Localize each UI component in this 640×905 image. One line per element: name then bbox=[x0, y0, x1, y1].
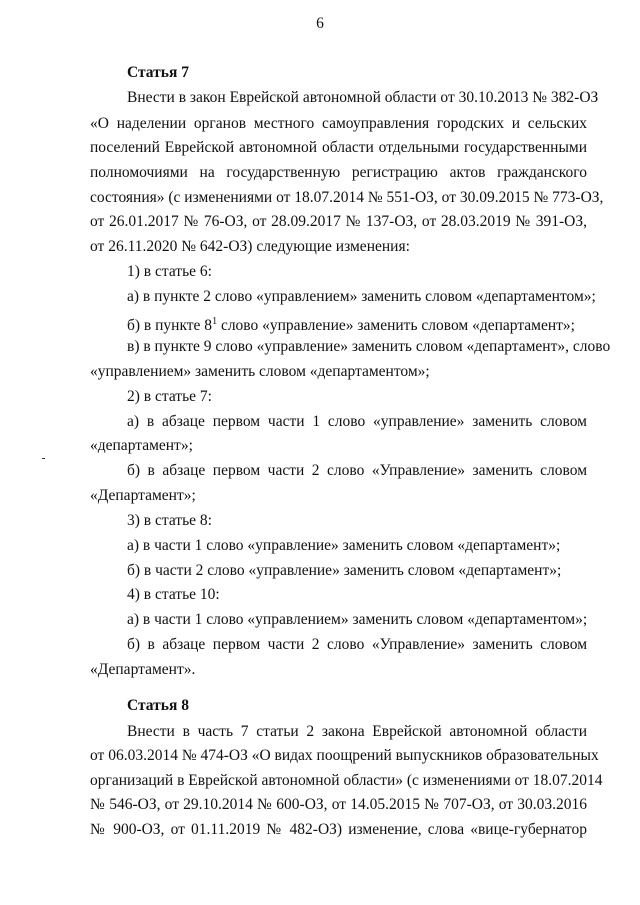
article-8-line: от 06.03.2014 № 474-ОЗ «О видах поощрений выпускников образовательных bbox=[90, 747, 599, 764]
article-7-item: б) в пункте $8^1$ слово «управление» заменить словом «департамент»; bbox=[127, 316, 575, 335]
article-7-item: 3) в статье 8: bbox=[127, 512, 212, 529]
article-7-item: а) в пункте 2 слово «управлением» заменить словом «департаментом»; bbox=[127, 288, 596, 305]
article-7-item: «департамент»; bbox=[90, 437, 193, 454]
article-7-item: «Департамент»; bbox=[90, 487, 196, 504]
article-7-item: а) в абзаце первом части 1 слово «управление» заменить словом bbox=[127, 413, 587, 430]
article-7-item: в) в пункте 9 слово «управление» заменить словом «департамент», слово bbox=[127, 338, 611, 355]
article-8-line: № 546-ОЗ, от 29.10.2014 № 600-ОЗ, от 14.05.2015 № 707-ОЗ, от 30.03.2016 bbox=[90, 796, 587, 813]
article-7-item: 4) в статье 10: bbox=[127, 586, 220, 603]
article-7-line: состояния» (с изменениями от 18.07.2014 № 551-ОЗ, от 30.09.2015 № 773-ОЗ, bbox=[90, 189, 604, 206]
article-7-line: от 26.01.2017 № 76-ОЗ, от 28.09.2017 № 137-ОЗ, от 28.03.2019 № 391-ОЗ, bbox=[90, 213, 587, 230]
page-number: 6 bbox=[316, 15, 324, 32]
article-8-line: № 900-ОЗ, от 01.11.2019 № 482-ОЗ) изменение, слова «вице-губернатор bbox=[90, 821, 587, 838]
article-7-item: а) в части 1 слово «управление» заменить словом «департамент»; bbox=[127, 537, 561, 554]
superscript: 1 bbox=[212, 316, 218, 327]
article-8-heading: Статья 8 bbox=[127, 697, 189, 714]
article-7-item: «управлением» заменить словом «департаментом»; bbox=[90, 363, 430, 380]
article-7-line: от 26.11.2020 № 642-ОЗ) следующие изменения: bbox=[90, 238, 410, 255]
article-7-item: «Департамент». bbox=[90, 661, 196, 678]
article-7-line: поселений Еврейской автономной области отдельными государственными bbox=[90, 139, 587, 156]
article-7-item: б) в абзаце первом части 2 слово «Управление» заменить словом bbox=[127, 462, 587, 479]
article-7-item: а) в части 1 слово «управлением» заменить словом «департаментом»; bbox=[127, 611, 588, 628]
article-7-item: б) в абзаце первом части 2 слово «Управление» заменить словом bbox=[127, 636, 587, 653]
article-7-line: Внести в закон Еврейской автономной области от 30.10.2013 № 382-ОЗ bbox=[127, 89, 599, 106]
article-7-heading: Статья 7 bbox=[127, 64, 189, 81]
article-7-item: 2) в статье 7: bbox=[127, 388, 212, 405]
article-7-item: б) в части 2 слово «управление» заменить словом «департамент»; bbox=[127, 562, 562, 579]
article-8-line: Внести в часть 7 статьи 2 закона Еврейской автономной области bbox=[127, 723, 587, 740]
article-7-item: 1) в статье 6: bbox=[127, 263, 212, 280]
article-7-line: «О наделении органов местного самоуправления городских и сельских bbox=[90, 115, 587, 132]
margin-mark bbox=[42, 458, 45, 459]
article-8-line: организаций в Еврейской автономной области» (с изменениями от 18.07.2014 bbox=[90, 772, 603, 789]
article-7-line: полномочиями на государственную регистрацию актов гражданского bbox=[90, 164, 587, 181]
